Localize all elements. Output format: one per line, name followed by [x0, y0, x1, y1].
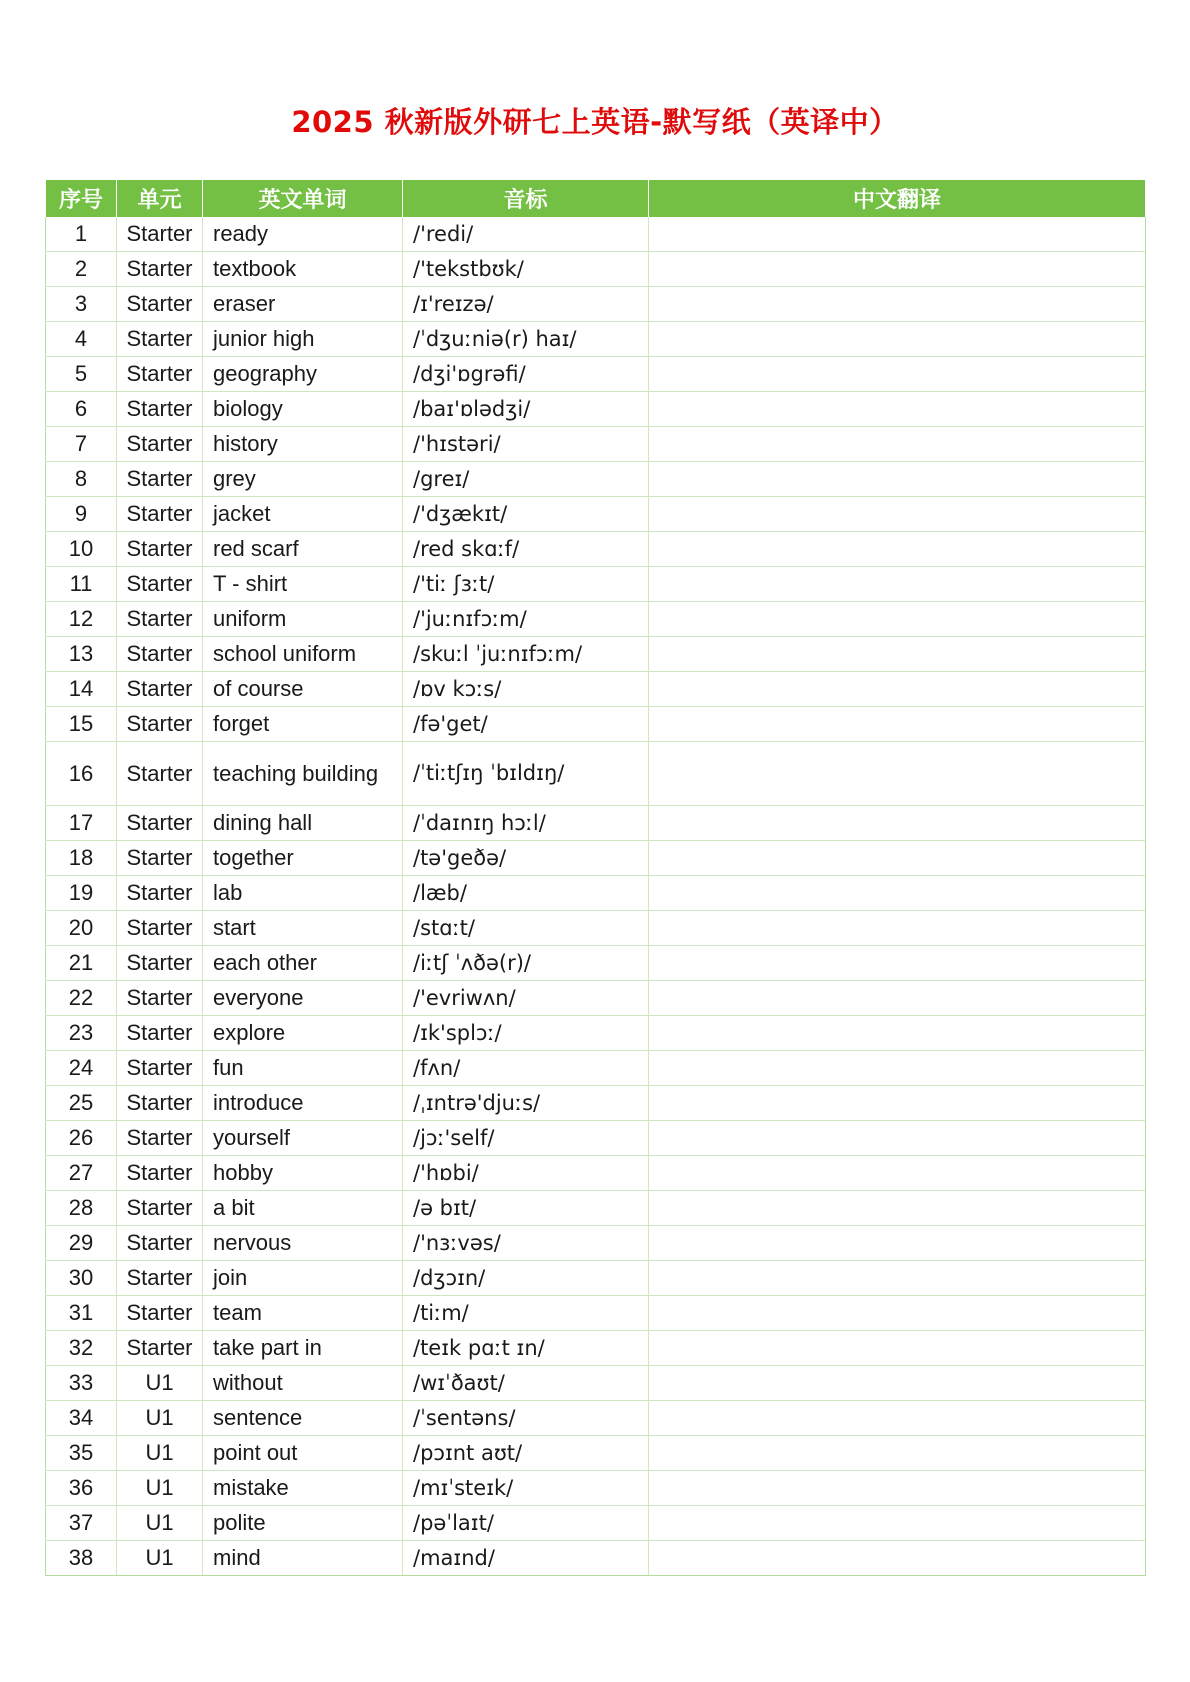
- row-english-word: explore: [203, 1016, 403, 1051]
- row-translation-field[interactable]: [649, 322, 1146, 357]
- row-number: 31: [46, 1296, 117, 1331]
- row-translation-field[interactable]: [649, 1086, 1146, 1121]
- table-row: [46, 602, 1146, 637]
- row-unit: Starter: [117, 1226, 203, 1261]
- row-english-word: grey: [203, 462, 403, 497]
- table-row: [46, 1401, 1146, 1436]
- row-number: 32: [46, 1331, 117, 1366]
- table-row: [46, 392, 1146, 427]
- row-unit: Starter: [117, 1296, 203, 1331]
- row-translation-field[interactable]: [649, 252, 1146, 287]
- row-phonetic: /ˈdaɪnɪŋ hɔːl/: [403, 806, 649, 841]
- row-phonetic: /dʒi'ɒgrəfi/: [403, 357, 649, 392]
- row-unit: Starter: [117, 567, 203, 602]
- table-row: [46, 1016, 1146, 1051]
- row-english-word: each other: [203, 946, 403, 981]
- row-translation-field[interactable]: [649, 1016, 1146, 1051]
- table-body: [46, 217, 1146, 1576]
- header-phonetic: 音标: [403, 180, 649, 217]
- row-phonetic: /iːtʃ ˈʌðə(r)/: [403, 946, 649, 981]
- row-unit: U1: [117, 1366, 203, 1401]
- row-translation-field[interactable]: [649, 672, 1146, 707]
- row-translation-field[interactable]: [649, 427, 1146, 462]
- row-translation-field[interactable]: [649, 1261, 1146, 1296]
- row-number: 18: [46, 841, 117, 876]
- table-row: [46, 707, 1146, 742]
- header-number: 序号: [46, 180, 117, 217]
- row-phonetic: /'tiː ʃɜːt/: [403, 567, 649, 602]
- table-row: [46, 1471, 1146, 1506]
- row-translation-field[interactable]: [649, 532, 1146, 567]
- row-phonetic: /'juːnɪfɔːm/: [403, 602, 649, 637]
- row-english-word: hobby: [203, 1156, 403, 1191]
- row-number: 12: [46, 602, 117, 637]
- row-number: 17: [46, 806, 117, 841]
- row-translation-field[interactable]: [649, 946, 1146, 981]
- row-phonetic: /pəˈlaɪt/: [403, 1506, 649, 1541]
- row-english-word: junior high: [203, 322, 403, 357]
- row-phonetic: /ɪk'splɔː/: [403, 1016, 649, 1051]
- row-number: 24: [46, 1051, 117, 1086]
- row-english-word: geography: [203, 357, 403, 392]
- row-translation-field[interactable]: [649, 1541, 1146, 1576]
- row-unit: Starter: [117, 427, 203, 462]
- table-row: [46, 357, 1146, 392]
- row-translation-field[interactable]: [649, 1121, 1146, 1156]
- row-translation-field[interactable]: [649, 567, 1146, 602]
- table-row: [46, 427, 1146, 462]
- row-phonetic: /'hɒbi/: [403, 1156, 649, 1191]
- page-title: 2025 秋新版外研七上英语-默写纸（英译中）: [291, 105, 899, 139]
- row-phonetic: /baɪ'ɒlədʒi/: [403, 392, 649, 427]
- row-unit: Starter: [117, 946, 203, 981]
- row-unit: Starter: [117, 217, 203, 252]
- table-row: [46, 287, 1146, 322]
- row-phonetic: /fə'get/: [403, 707, 649, 742]
- table-row: [46, 1261, 1146, 1296]
- row-unit: Starter: [117, 287, 203, 322]
- row-translation-field[interactable]: [649, 1051, 1146, 1086]
- row-number: 20: [46, 911, 117, 946]
- row-english-word: point out: [203, 1436, 403, 1471]
- row-translation-field[interactable]: [649, 1191, 1146, 1226]
- row-number: 7: [46, 427, 117, 462]
- table-row: [46, 252, 1146, 287]
- row-unit: Starter: [117, 841, 203, 876]
- row-english-word: ready: [203, 217, 403, 252]
- row-phonetic: /'nɜːvəs/: [403, 1226, 649, 1261]
- row-translation-field[interactable]: [649, 1506, 1146, 1541]
- row-unit: Starter: [117, 322, 203, 357]
- row-translation-field[interactable]: [649, 287, 1146, 322]
- row-phonetic: /mɪˈsteɪk/: [403, 1471, 649, 1506]
- row-unit: Starter: [117, 1121, 203, 1156]
- table-row: [46, 217, 1146, 252]
- row-unit: Starter: [117, 1051, 203, 1086]
- row-unit: Starter: [117, 981, 203, 1016]
- table-row: [46, 1226, 1146, 1261]
- row-number: 11: [46, 567, 117, 602]
- row-english-word: eraser: [203, 287, 403, 322]
- header-chinese-translation: 中文翻译: [649, 180, 1146, 217]
- row-phonetic: /'redi/: [403, 217, 649, 252]
- row-phonetic: /læb/: [403, 876, 649, 911]
- row-english-word: a bit: [203, 1191, 403, 1226]
- row-number: 34: [46, 1401, 117, 1436]
- row-unit: Starter: [117, 497, 203, 532]
- row-number: 5: [46, 357, 117, 392]
- table-row: [46, 1086, 1146, 1121]
- row-phonetic: /fʌn/: [403, 1051, 649, 1086]
- row-unit: Starter: [117, 1086, 203, 1121]
- row-english-word: together: [203, 841, 403, 876]
- header-english-word: 英文单词: [203, 180, 403, 217]
- table-row: [46, 1051, 1146, 1086]
- row-phonetic: /'hɪstəri/: [403, 427, 649, 462]
- row-phonetic: /'dʒækɪt/: [403, 497, 649, 532]
- row-unit: Starter: [117, 392, 203, 427]
- row-unit: Starter: [117, 252, 203, 287]
- row-unit: Starter: [117, 532, 203, 567]
- row-english-word: T - shirt: [203, 567, 403, 602]
- row-number: 3: [46, 287, 117, 322]
- table-row: [46, 672, 1146, 707]
- row-translation-field[interactable]: [649, 911, 1146, 946]
- row-phonetic: /pɔɪnt aʊt/: [403, 1436, 649, 1471]
- row-number: 10: [46, 532, 117, 567]
- row-translation-field[interactable]: [649, 392, 1146, 427]
- table-row: [46, 1506, 1146, 1541]
- header-unit: 单元: [117, 180, 203, 217]
- row-unit: Starter: [117, 1331, 203, 1366]
- row-phonetic: /ˈtiːtʃɪŋ ˈbɪldɪŋ/: [403, 742, 649, 806]
- row-translation-field[interactable]: [649, 1331, 1146, 1366]
- table-row: [46, 911, 1146, 946]
- row-translation-field[interactable]: [649, 602, 1146, 637]
- table-row: [46, 1121, 1146, 1156]
- row-translation-field[interactable]: [649, 1366, 1146, 1401]
- table-row: [46, 497, 1146, 532]
- row-unit: U1: [117, 1471, 203, 1506]
- row-english-word: team: [203, 1296, 403, 1331]
- row-phonetic: /'tekstbʊk/: [403, 252, 649, 287]
- row-translation-field[interactable]: [649, 1436, 1146, 1471]
- row-unit: Starter: [117, 911, 203, 946]
- row-translation-field[interactable]: [649, 806, 1146, 841]
- table-row: [46, 1296, 1146, 1331]
- row-phonetic: /red skɑːf/: [403, 532, 649, 567]
- row-phonetic: /stɑːt/: [403, 911, 649, 946]
- row-phonetic: /ˈdʒuːniə(r) haɪ/: [403, 322, 649, 357]
- row-english-word: mistake: [203, 1471, 403, 1506]
- row-unit: U1: [117, 1436, 203, 1471]
- row-english-word: start: [203, 911, 403, 946]
- row-english-word: join: [203, 1261, 403, 1296]
- row-number: 2: [46, 252, 117, 287]
- row-english-word: red scarf: [203, 532, 403, 567]
- row-number: 9: [46, 497, 117, 532]
- row-phonetic: /tiːm/: [403, 1296, 649, 1331]
- row-number: 36: [46, 1471, 117, 1506]
- row-phonetic: /ə bɪt/: [403, 1191, 649, 1226]
- table-header-row: [46, 180, 1146, 217]
- row-unit: U1: [117, 1401, 203, 1436]
- row-number: 30: [46, 1261, 117, 1296]
- row-phonetic: /dʒɔɪn/: [403, 1261, 649, 1296]
- row-english-word: everyone: [203, 981, 403, 1016]
- row-translation-field[interactable]: [649, 462, 1146, 497]
- row-translation-field[interactable]: [649, 742, 1146, 806]
- row-english-word: history: [203, 427, 403, 462]
- row-phonetic: /ɒv kɔːs/: [403, 672, 649, 707]
- table-row: [46, 637, 1146, 672]
- row-unit: Starter: [117, 357, 203, 392]
- table-row: [46, 841, 1146, 876]
- row-unit: Starter: [117, 1261, 203, 1296]
- row-unit: U1: [117, 1506, 203, 1541]
- row-translation-field[interactable]: [649, 876, 1146, 911]
- row-number: 6: [46, 392, 117, 427]
- row-unit: Starter: [117, 806, 203, 841]
- row-translation-field[interactable]: [649, 1296, 1146, 1331]
- row-number: 13: [46, 637, 117, 672]
- row-unit: Starter: [117, 602, 203, 637]
- row-phonetic: /greɪ/: [403, 462, 649, 497]
- table-row: [46, 742, 1146, 806]
- row-number: 25: [46, 1086, 117, 1121]
- row-translation-field[interactable]: [649, 357, 1146, 392]
- row-translation-field[interactable]: [649, 217, 1146, 252]
- row-number: 4: [46, 322, 117, 357]
- row-number: 28: [46, 1191, 117, 1226]
- row-english-word: lab: [203, 876, 403, 911]
- row-number: 21: [46, 946, 117, 981]
- row-english-word: textbook: [203, 252, 403, 287]
- row-translation-field[interactable]: [649, 497, 1146, 532]
- row-unit: Starter: [117, 1016, 203, 1051]
- table-row: [46, 1331, 1146, 1366]
- row-phonetic: /ɪ'reɪzə/: [403, 287, 649, 322]
- row-phonetic: /'evriwʌn/: [403, 981, 649, 1016]
- row-number: 27: [46, 1156, 117, 1191]
- row-english-word: uniform: [203, 602, 403, 637]
- row-unit: Starter: [117, 1191, 203, 1226]
- table-row: [46, 322, 1146, 357]
- row-unit: Starter: [117, 707, 203, 742]
- row-number: 37: [46, 1506, 117, 1541]
- row-number: 26: [46, 1121, 117, 1156]
- row-number: 8: [46, 462, 117, 497]
- row-english-word: sentence: [203, 1401, 403, 1436]
- row-english-word: biology: [203, 392, 403, 427]
- row-number: 23: [46, 1016, 117, 1051]
- row-translation-field[interactable]: [649, 637, 1146, 672]
- table-row: [46, 1156, 1146, 1191]
- row-english-word: without: [203, 1366, 403, 1401]
- row-phonetic: /jɔː'self/: [403, 1121, 649, 1156]
- row-english-word: dining hall: [203, 806, 403, 841]
- row-unit: U1: [117, 1541, 203, 1576]
- table-row: [46, 462, 1146, 497]
- table-row: [46, 1541, 1146, 1576]
- row-phonetic: /tə'geðə/: [403, 841, 649, 876]
- vocab-table: [45, 180, 1146, 1576]
- row-unit: Starter: [117, 1156, 203, 1191]
- row-unit: Starter: [117, 462, 203, 497]
- row-number: 1: [46, 217, 117, 252]
- row-phonetic: /ˌɪntrə'djuːs/: [403, 1086, 649, 1121]
- row-number: 22: [46, 981, 117, 1016]
- row-translation-field[interactable]: [649, 981, 1146, 1016]
- table-row: [46, 946, 1146, 981]
- row-translation-field[interactable]: [649, 707, 1146, 742]
- row-translation-field[interactable]: [649, 1471, 1146, 1506]
- row-english-word: forget: [203, 707, 403, 742]
- table-row: [46, 1436, 1146, 1471]
- row-english-word: school uniform: [203, 637, 403, 672]
- row-english-word: fun: [203, 1051, 403, 1086]
- table-row: [46, 567, 1146, 602]
- row-english-word: mind: [203, 1541, 403, 1576]
- row-translation-field[interactable]: [649, 1156, 1146, 1191]
- row-number: 16: [46, 742, 117, 806]
- row-unit: Starter: [117, 742, 203, 806]
- row-unit: Starter: [117, 876, 203, 911]
- row-phonetic: /skuːl ˈjuːnɪfɔːm/: [403, 637, 649, 672]
- table-row: [46, 806, 1146, 841]
- table-row: [46, 1366, 1146, 1401]
- row-english-word: take part in: [203, 1331, 403, 1366]
- table-row: [46, 981, 1146, 1016]
- row-unit: Starter: [117, 672, 203, 707]
- row-phonetic: /wɪˈðaʊt/: [403, 1366, 649, 1401]
- row-english-word: nervous: [203, 1226, 403, 1261]
- row-english-word: introduce: [203, 1086, 403, 1121]
- row-english-word: polite: [203, 1506, 403, 1541]
- row-phonetic: /ˈsentəns/: [403, 1401, 649, 1436]
- row-number: 35: [46, 1436, 117, 1471]
- row-english-word: teaching building: [203, 742, 403, 806]
- row-number: 29: [46, 1226, 117, 1261]
- row-phonetic: /teɪk pɑːt ɪn/: [403, 1331, 649, 1366]
- row-number: 14: [46, 672, 117, 707]
- row-english-word: yourself: [203, 1121, 403, 1156]
- row-english-word: of course: [203, 672, 403, 707]
- row-translation-field[interactable]: [649, 1226, 1146, 1261]
- row-phonetic: /maɪnd/: [403, 1541, 649, 1576]
- table-row: [46, 532, 1146, 567]
- row-number: 33: [46, 1366, 117, 1401]
- row-number: 19: [46, 876, 117, 911]
- row-number: 15: [46, 707, 117, 742]
- row-translation-field[interactable]: [649, 841, 1146, 876]
- table-row: [46, 1191, 1146, 1226]
- row-english-word: jacket: [203, 497, 403, 532]
- row-translation-field[interactable]: [649, 1401, 1146, 1436]
- table-row: [46, 876, 1146, 911]
- row-number: 38: [46, 1541, 117, 1576]
- row-unit: Starter: [117, 637, 203, 672]
